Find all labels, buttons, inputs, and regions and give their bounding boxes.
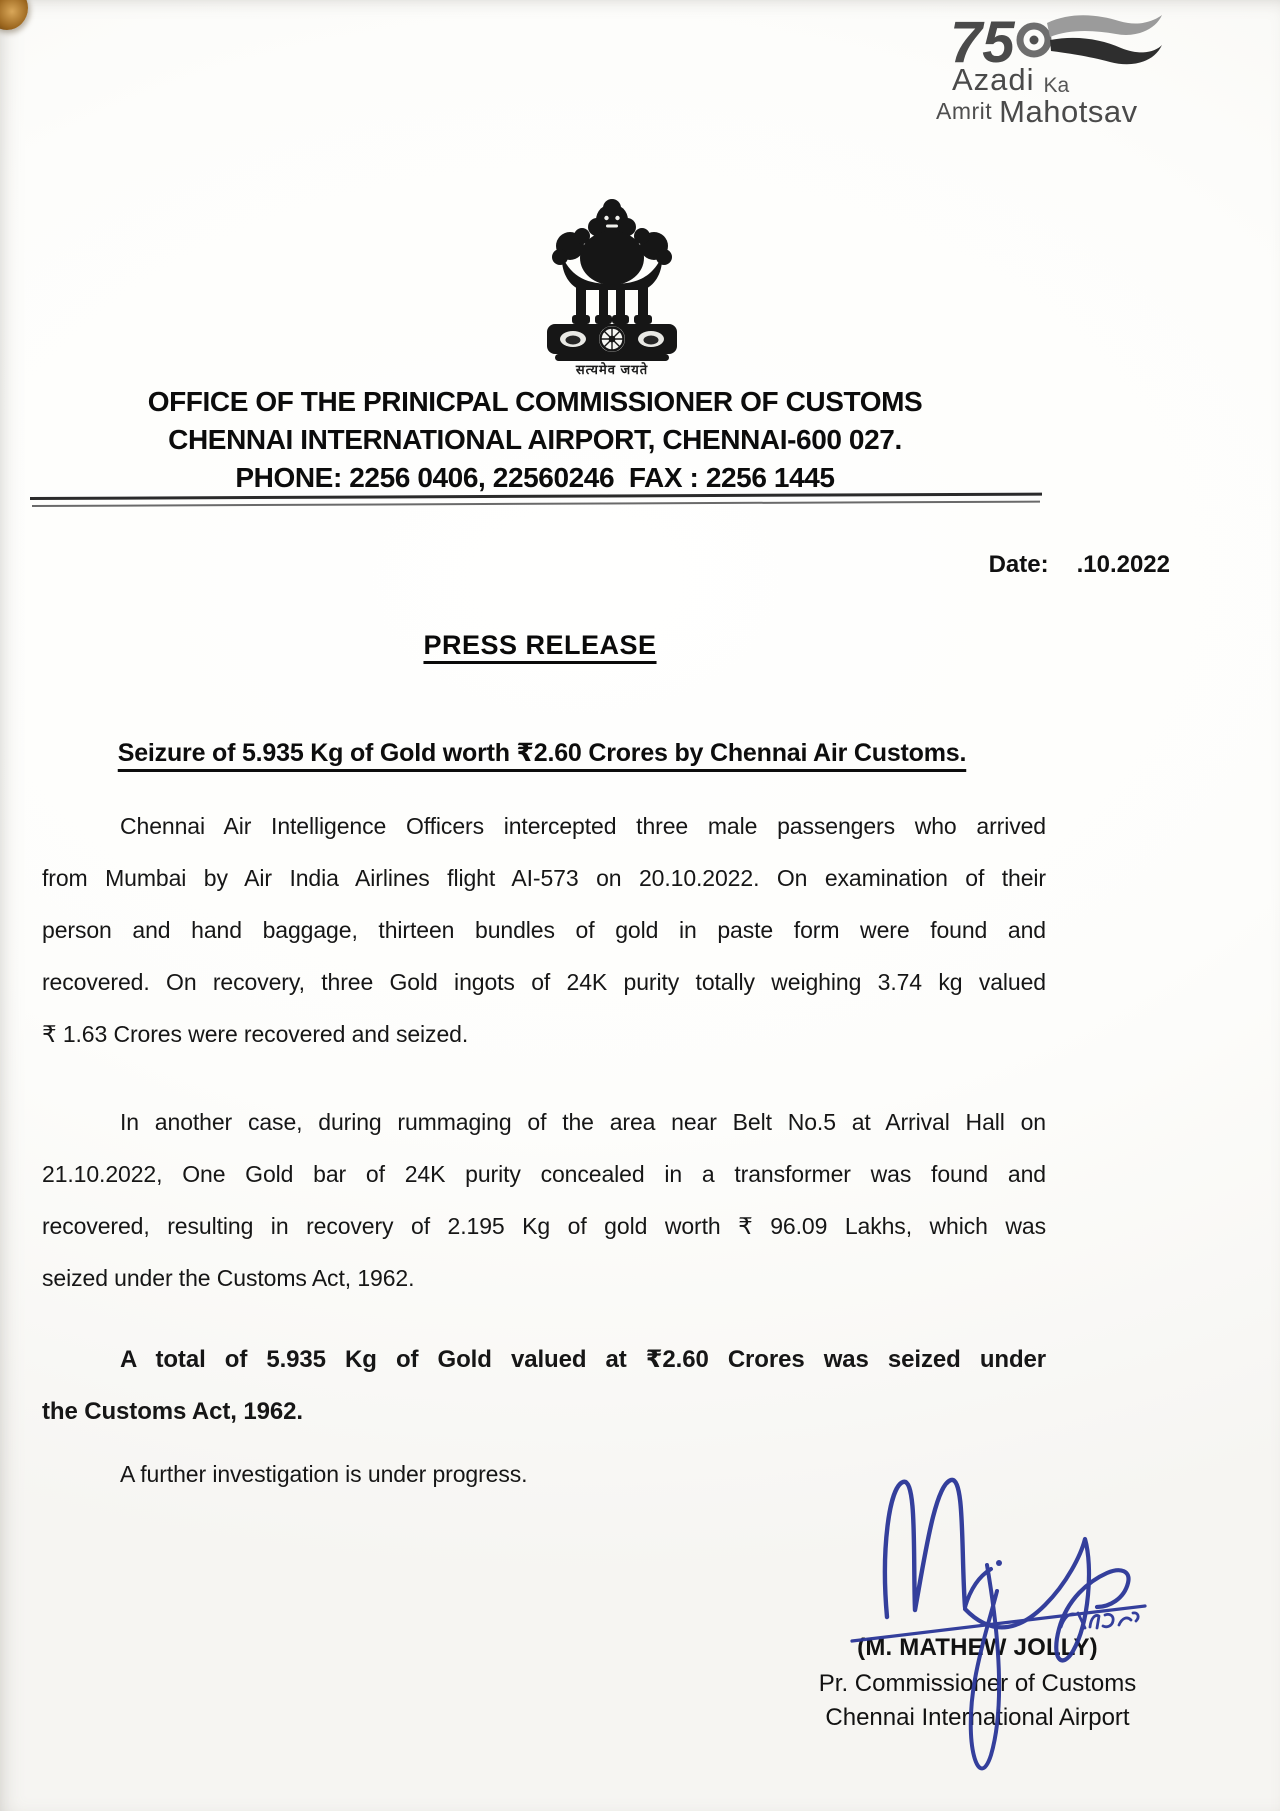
body-paragraphs [42,800,1046,1500]
body-line: the Customs Act, 1962. [42,1398,303,1425]
signatory-org: Chennai International Airport [825,1704,1130,1731]
letterhead-office-line: OFFICE OF THE PRINICPAL COMMISSIONER OF CUSTOMS [147,386,923,417]
mahotsav-word: Mahotsav [999,94,1138,129]
signature-ink-icon [845,1455,1165,1795]
press-release-heading: PRESS RELEASE [423,630,657,660]
subject-heading: Seizure of 5.935 Kg of Gold worth ₹2.60 Crores by Chennai Air Customs. [117,739,967,767]
date-label: Date: [988,551,1049,578]
body-line: seized under the Customs Act, 1962. [42,1265,415,1291]
paragraph [42,1334,1046,1438]
body-line: ₹ 1.63 Crores were recovered and seized. [42,1021,469,1047]
corner-fastener [0,0,28,30]
date-value: .10.2022 [1076,551,1170,578]
paragraph [42,1096,1046,1304]
letterhead-phone-fax-line: PHONE: 2256 0406, 22560246 FAX : 2256 1445 [235,462,835,493]
signatory-title: Pr. Commissioner of Customs [818,1670,1137,1697]
header-rule-shadow [32,501,1040,507]
paragraph [42,800,1046,1060]
paragraph [42,1448,1046,1500]
body-line: A total of 5.935 Kg of Gold valued at ₹2.60 Crores was seized under [120,1346,1046,1373]
azadi-word: Azadi [952,62,1035,97]
date-line [840,551,1170,579]
body-line: from Mumbai by Air India Airlines flight AI-573 on 20.10.2022. On examination of their [42,865,1046,891]
body-line: recovered, resulting in recovery of 2.195 Kg of gold worth ₹ 96.09 Lakhs, which was [42,1213,1046,1239]
body-line: Chennai Air Intelligence Officers intercepted three male passengers who arrived [120,813,1046,839]
azadi-ka-text [952,62,1162,98]
emblem-motto: सत्यमेव जयते [575,362,649,377]
body-line: recovered. On recovery, three Gold ingots of 24K purity totally weighing 3.74 kg valued [42,969,1046,995]
letterhead-address-line: CHENNAI INTERNATIONAL AIRPORT, CHENNAI-600 027. [168,424,902,455]
body-line: In another case, during rummaging of the area near Belt No.5 at Arrival Hall on [120,1109,1046,1135]
svg-text:75: 75 [950,10,1015,72]
amrit-word: Amrit [936,98,993,124]
signatory-block [780,1629,1175,1735]
state-emblem-of-india-icon [543,196,681,366]
body-line: person and hand baggage, thirteen bundles of gold in paste form were found and [42,917,1046,943]
signatory-name: (M. MATHEW JOLLY) [857,1634,1098,1661]
ka-word: Ka [1043,74,1070,97]
letterhead [35,383,1035,497]
body-line: 21.10.2022, One Gold bar of 24K purity concealed in a transformer was found and [42,1161,1046,1187]
amrit-mahotsav-text [936,94,1186,130]
body-line: A further investigation is under progress. [120,1461,528,1487]
